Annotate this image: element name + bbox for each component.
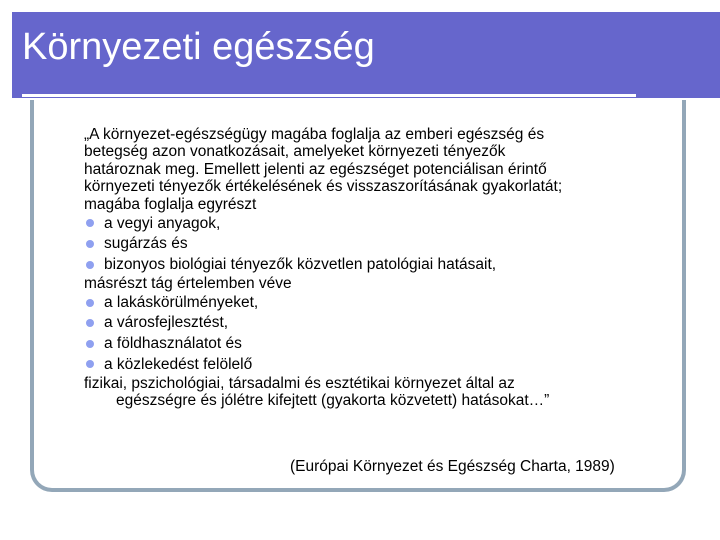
slide-title: Környezeti egészség bbox=[22, 26, 375, 68]
list-item-text: a lakáskörülményeket, bbox=[104, 293, 259, 311]
bullet-icon bbox=[86, 299, 94, 307]
bullet-icon bbox=[86, 261, 94, 269]
closing-line: fizikai, pszichológiai, társadalmi és esztétikai környezet által az bbox=[84, 374, 515, 392]
bullet-icon bbox=[86, 340, 94, 348]
slide-body bbox=[84, 126, 684, 409]
list-item bbox=[84, 313, 684, 334]
list-item bbox=[84, 234, 684, 255]
closing-line bbox=[84, 392, 684, 409]
list-item-text: a földhasználatot és bbox=[104, 335, 242, 352]
list-item-text: a közlekedést felölelő bbox=[104, 355, 253, 373]
list-item-text: bizonyos biológiai tényezők közvetlen patológiai hatásait, bbox=[104, 255, 497, 273]
list-item bbox=[84, 213, 684, 234]
title-underline bbox=[22, 94, 636, 97]
bullet-icon bbox=[86, 240, 94, 248]
middle-line: másrészt tág értelemben véve bbox=[84, 274, 292, 292]
intro-line: magába foglalja egyrészt bbox=[84, 195, 257, 213]
intro-line: „A környezet-egészségügy magába foglalja az emberi egészség és bbox=[84, 126, 545, 143]
list-item bbox=[84, 354, 684, 375]
closing-line-continuation: egészségre és jólétre kifejtett (gyakorta közvetett) hatásokat…” bbox=[116, 392, 550, 409]
intro-line: betegség azon vonatkozásait, amelyeket környezeti tényezők bbox=[84, 143, 506, 161]
list-item bbox=[84, 292, 684, 313]
bullet-icon bbox=[86, 360, 94, 368]
intro-line: környezeti tényezők értékelésének és visszaszorításának gyakorlatát; bbox=[84, 178, 563, 196]
list-item-text: sugárzás és bbox=[104, 235, 188, 253]
intro-line: határoznak meg. Emellett jelenti az egészséget potenciálisan érintő bbox=[84, 160, 547, 178]
bullet-icon bbox=[86, 219, 94, 227]
list-item-text: a városfejlesztést, bbox=[104, 314, 229, 332]
citation: (Európai Környezet és Egészség Charta, 1989) bbox=[290, 458, 615, 475]
list-item bbox=[84, 254, 684, 275]
bullet-icon bbox=[86, 319, 94, 327]
list-item-text: a vegyi anyagok, bbox=[104, 214, 221, 232]
list-item bbox=[84, 333, 684, 354]
